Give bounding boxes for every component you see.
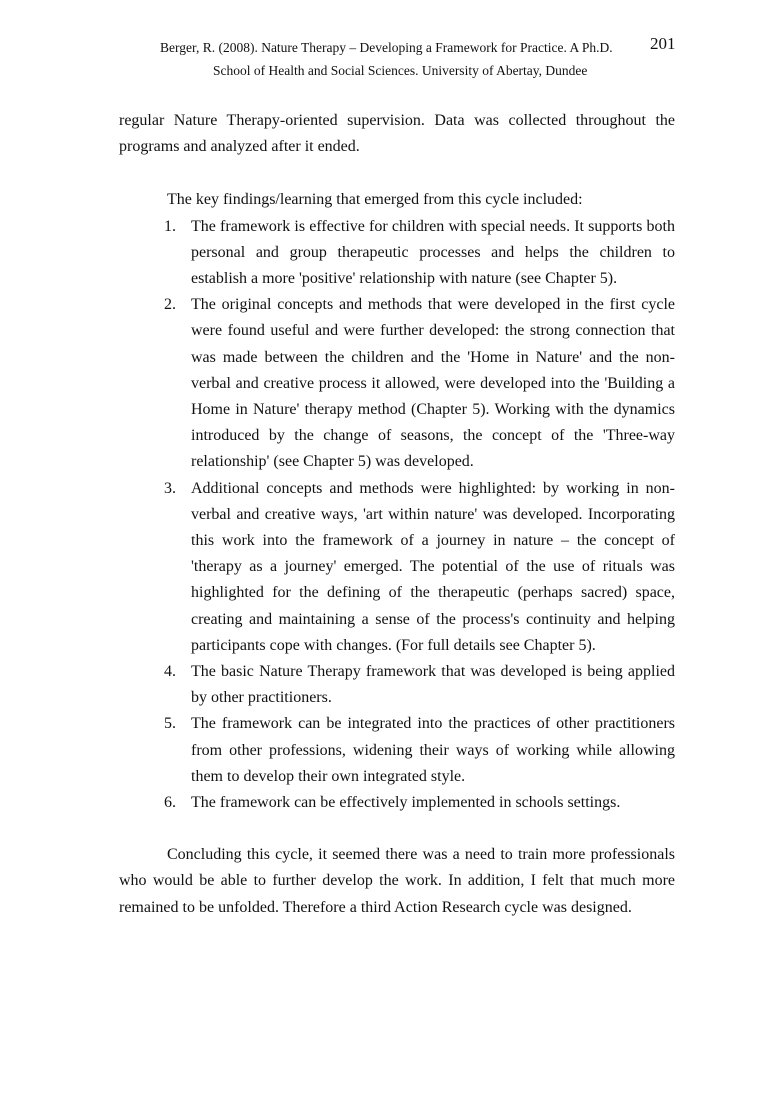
body-text [119, 108, 675, 921]
running-header [120, 36, 680, 82]
findings-list [119, 214, 675, 817]
header-citation-line1: Berger, R. (2008). Nature Therapy – Developing a Framework for Practice. A Ph.D. [160, 40, 613, 55]
finding-text: The original concepts and methods that were developed in the first cycle were found useful and were further developed: the strong connection that was made between the children and the 'Home in Nature' and the non-verbal and creative process it allowed, were developed into the 'Building a Home in Nature' therapy method (Chapter 5). Working with the dynamics introduced by the change of seasons, the concept of the 'Three-way relationship' (see Chapter 5) was developed. [191, 296, 675, 471]
finding-number: 6. [164, 794, 176, 812]
finding-item-6 [164, 790, 675, 816]
finding-item-1 [164, 214, 675, 293]
finding-item-3 [164, 476, 675, 659]
finding-number: 5. [164, 715, 176, 733]
paragraph-spacer [119, 816, 675, 842]
finding-item-4 [164, 659, 675, 711]
finding-number: 1. [164, 217, 176, 235]
opening-paragraph: regular Nature Therapy-oriented supervision. Data was collected throughout the programs and analyzed after it ended. [119, 112, 675, 156]
findings-intro: The key findings/learning that emerged from this cycle included: [167, 191, 583, 209]
finding-text: The framework can be integrated into the practices of other practitioners from other professions, widening their ways of working while allowing them to develop their own integrated style. [191, 715, 675, 785]
finding-item-2 [164, 292, 675, 475]
finding-text: The framework can be effectively implemented in schools settings. [191, 794, 621, 812]
finding-number: 2. [164, 296, 176, 314]
finding-number: 3. [164, 479, 176, 497]
paragraph-spacer [119, 160, 675, 187]
finding-text: The basic Nature Therapy framework that was developed is being applied by other practitioners. [191, 663, 675, 707]
finding-item-5 [164, 711, 675, 790]
finding-text: The framework is effective for children with special needs. It supports both personal and group therapeutic processes and helps the children to establish a more 'positive' relationship with nature (see Chapter 5). [191, 217, 675, 288]
page-number: 201 [650, 34, 676, 53]
header-citation-line2: School of Health and Social Sciences. University of Abertay, Dundee [213, 63, 588, 78]
finding-text: Additional concepts and methods were highlighted: by working in non-verbal and creative ways, 'art within nature' was developed. Incorporating this work into the framework of a journey in nature – the concept of 'therapy as a journey' emerged. The potential of the use of rituals was highlighted for the defining of the therapeutic (perhaps sacred) space, creating and maintaining a sense of the process's continuity and helping participants cope with changes. (For full details see Chapter 5). [191, 479, 675, 654]
finding-number: 4. [164, 663, 176, 681]
closing-paragraph: Concluding this cycle, it seemed there was a need to train more professionals who would be able to further develop the work. In addition, I felt that much more remained to be unfolded. Therefore a third Action Research cycle was designed. [119, 846, 675, 916]
